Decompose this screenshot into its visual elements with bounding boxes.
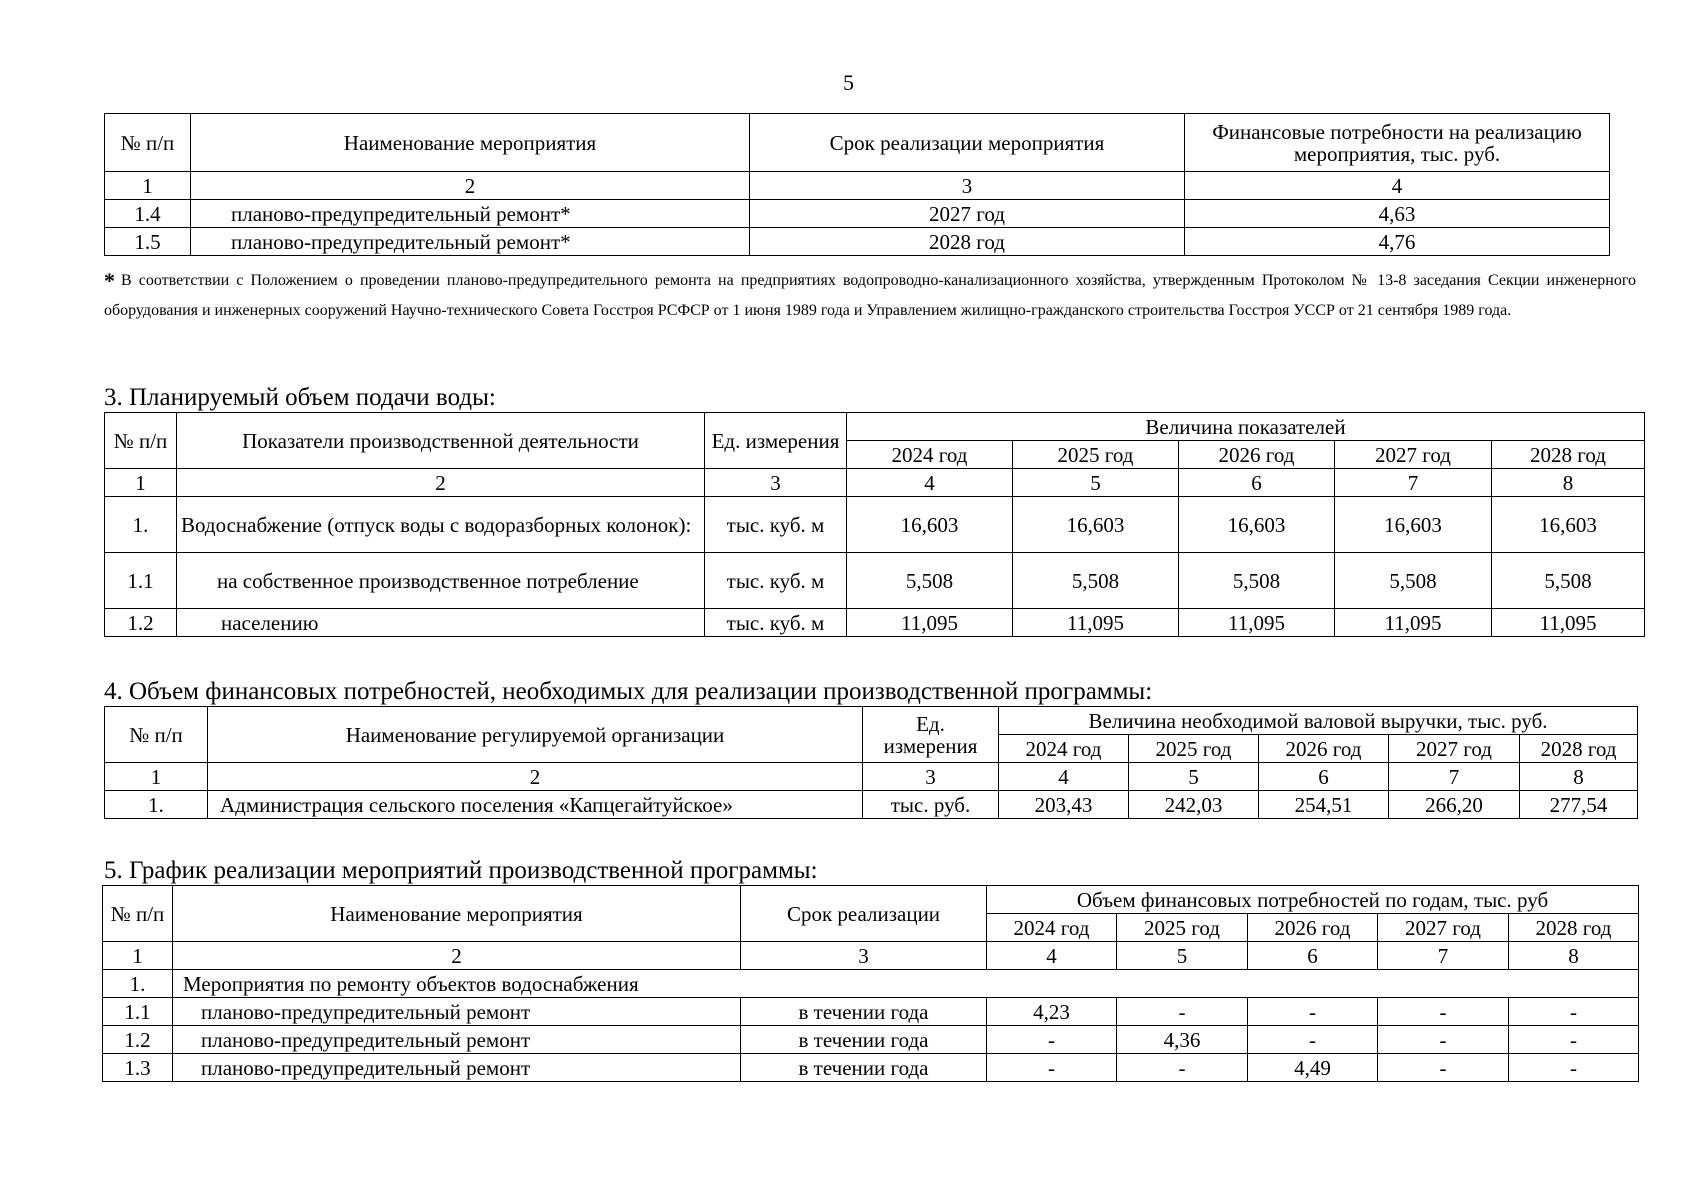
- row-value: -: [1378, 1054, 1509, 1082]
- header-values: Величина показателей: [847, 413, 1645, 441]
- row-name: Водоснабжение (отпуск воды с водоразборных колонок):: [177, 497, 705, 553]
- row-value: 5,508: [1335, 553, 1492, 609]
- row-value: -: [1509, 998, 1639, 1026]
- header-year: 2027 год: [1389, 735, 1520, 763]
- row-value: 11,095: [1179, 609, 1335, 637]
- row-value: -: [987, 1054, 1117, 1082]
- col-number: 7: [1389, 763, 1520, 791]
- row-value: -: [1378, 998, 1509, 1026]
- header-year: 2028 год: [1520, 735, 1638, 763]
- header-year: 2026 год: [1179, 441, 1335, 469]
- row-value: 16,603: [1179, 497, 1335, 553]
- section-5-title: 5. График реализации мероприятий производственной программы:: [104, 857, 818, 884]
- footnote-mark: *: [104, 268, 115, 293]
- row-value: 11,095: [847, 609, 1013, 637]
- row-name: планово-предупредительный ремонт: [173, 1054, 741, 1082]
- row-term: в течении года: [741, 1054, 987, 1082]
- table-row: [103, 1026, 1639, 1054]
- row-num: 1.1: [105, 553, 177, 609]
- col-number: 8: [1520, 763, 1638, 791]
- row-value: 4,23: [987, 998, 1117, 1026]
- activities-table-continued: [104, 113, 1610, 256]
- col-number: 4: [847, 469, 1013, 497]
- col-number: 2: [173, 942, 741, 970]
- header-year: 2028 год: [1509, 914, 1639, 942]
- table-group-row: [103, 970, 1639, 998]
- page-number: 5: [843, 70, 854, 95]
- table-row: [105, 200, 1610, 228]
- row-value: 4,36: [1117, 1026, 1248, 1054]
- row-name: планово-предупредительный ремонт: [173, 998, 741, 1026]
- row-value: -: [1248, 998, 1378, 1026]
- col-number: 8: [1492, 469, 1645, 497]
- col-number: 2: [208, 763, 863, 791]
- col-number: 3: [741, 942, 987, 970]
- header-unit: Ед. измерения: [705, 413, 847, 469]
- header-name: Наименование мероприятия: [173, 886, 741, 942]
- group-num: 1.: [103, 970, 173, 998]
- header-year: 2026 год: [1259, 735, 1389, 763]
- header-year: 2027 год: [1335, 441, 1492, 469]
- row-value: -: [1378, 1026, 1509, 1054]
- col-number: 1: [105, 172, 191, 200]
- row-value: 11,095: [1492, 609, 1645, 637]
- header-year: 2024 год: [847, 441, 1013, 469]
- header-year: 2025 год: [1117, 914, 1248, 942]
- row-name: на собственное производственное потребление: [177, 553, 705, 609]
- row-value: 5,508: [1013, 553, 1179, 609]
- row-value: -: [1117, 998, 1248, 1026]
- header-year: 2028 год: [1492, 441, 1645, 469]
- water-supply-table: [104, 412, 1645, 637]
- row-value: 4,49: [1248, 1054, 1378, 1082]
- row-num: 1.5: [105, 228, 191, 256]
- row-value: 254,51: [1259, 791, 1389, 819]
- col-number: 6: [1259, 763, 1389, 791]
- row-name: планово-предупредительный ремонт: [173, 1026, 741, 1054]
- col-number: 4: [999, 763, 1129, 791]
- col-number: 3: [705, 469, 847, 497]
- row-value: -: [1509, 1054, 1639, 1082]
- col-number: 6: [1248, 942, 1378, 970]
- row-finance: 4,63: [1185, 200, 1610, 228]
- row-name: планово-предупредительный ремонт*: [191, 228, 750, 256]
- col-number: 8: [1509, 942, 1639, 970]
- header-name: Показатели производственной деятельности: [177, 413, 705, 469]
- row-unit: тыс. куб. м: [705, 497, 847, 553]
- header-num: № п/п: [105, 707, 208, 763]
- header-year: 2026 год: [1248, 914, 1378, 942]
- row-value: 16,603: [1492, 497, 1645, 553]
- table-row: [105, 553, 1645, 609]
- finance-needs-table: [104, 706, 1638, 819]
- header-name: Наименование мероприятия: [191, 114, 750, 172]
- row-value: -: [987, 1026, 1117, 1054]
- header-finance: Финансовые потребности на реализацию мероприятия, тыс. руб.: [1185, 114, 1610, 172]
- col-number: 2: [177, 469, 705, 497]
- table-row: [103, 998, 1639, 1026]
- row-term: в течении года: [741, 998, 987, 1026]
- header-num: № п/п: [103, 886, 173, 942]
- row-value: 266,20: [1389, 791, 1520, 819]
- header-unit: Ед. измерения: [863, 707, 999, 763]
- header-year: 2027 год: [1378, 914, 1509, 942]
- header-num: № п/п: [105, 413, 177, 469]
- schedule-table: [102, 885, 1639, 1082]
- row-unit: тыс. куб. м: [705, 553, 847, 609]
- row-value: 203,43: [999, 791, 1129, 819]
- row-value: -: [1117, 1054, 1248, 1082]
- row-num: 1.2: [103, 1026, 173, 1054]
- row-value: 11,095: [1013, 609, 1179, 637]
- footnote-text: В соответствии с Положением о проведении планово-предупредительного ремонта на предприятиях водопроводно-канализационного хозяйства, утвержденным Протоколом № 13-8 заседания Секции инженерного оборудования и инженерных сооружений Научно-технического Совета Госстроя РСФСР от 1 июня 1989 года и Управлением жилищно-гражданского строительства Госстроя УССР от 21 сентября 1989 года.: [104, 272, 1636, 319]
- header-values: Величина необходимой валовой выручки, тыс. руб.: [999, 707, 1638, 735]
- row-unit: тыс. руб.: [863, 791, 999, 819]
- row-value: 16,603: [847, 497, 1013, 553]
- row-term: 2027 год: [750, 200, 1185, 228]
- col-number: 1: [103, 942, 173, 970]
- col-number: 4: [987, 942, 1117, 970]
- table-row: [105, 497, 1645, 553]
- header-year: 2025 год: [1129, 735, 1259, 763]
- col-number: 6: [1179, 469, 1335, 497]
- col-number: 7: [1378, 942, 1509, 970]
- row-term: 2028 год: [750, 228, 1185, 256]
- table-row: [105, 791, 1638, 819]
- row-value: 16,603: [1013, 497, 1179, 553]
- col-number: 7: [1335, 469, 1492, 497]
- col-number: 5: [1129, 763, 1259, 791]
- col-number: 5: [1117, 942, 1248, 970]
- table-row: [103, 1054, 1639, 1082]
- header-name: Наименование регулируемой организации: [208, 707, 863, 763]
- table-row: [105, 228, 1610, 256]
- table-row: [105, 609, 1645, 637]
- col-number: 1: [105, 763, 208, 791]
- row-value: 277,54: [1520, 791, 1638, 819]
- col-number: 2: [191, 172, 750, 200]
- row-num: 1.3: [103, 1054, 173, 1082]
- row-value: 5,508: [1179, 553, 1335, 609]
- row-term: в течении года: [741, 1026, 987, 1054]
- row-name: населению: [177, 609, 705, 637]
- row-num: 1.: [105, 791, 208, 819]
- header-values: Объем финансовых потребностей по годам, тыс. руб: [987, 886, 1639, 914]
- row-value: 5,508: [847, 553, 1013, 609]
- section-4-title: 4. Объем финансовых потребностей, необходимых для реализации производственной программы:: [104, 678, 1153, 705]
- col-number: 5: [1013, 469, 1179, 497]
- row-name: планово-предупредительный ремонт*: [191, 200, 750, 228]
- row-value: 11,095: [1335, 609, 1492, 637]
- header-year: 2025 год: [1013, 441, 1179, 469]
- col-number: 3: [863, 763, 999, 791]
- row-unit: тыс. куб. м: [705, 609, 847, 637]
- header-num: № п/п: [105, 114, 191, 172]
- header-term: Срок реализации: [741, 886, 987, 942]
- row-num: 1.1: [103, 998, 173, 1026]
- row-num: 1.2: [105, 609, 177, 637]
- group-name: Мероприятия по ремонту объектов водоснабжения: [173, 970, 1639, 998]
- section-3-title: 3. Планируемый объем подачи воды:: [104, 384, 496, 411]
- row-value: -: [1509, 1026, 1639, 1054]
- row-value: -: [1248, 1026, 1378, 1054]
- header-term: Срок реализации мероприятия: [750, 114, 1185, 172]
- row-value: 16,603: [1335, 497, 1492, 553]
- header-year: 2024 год: [999, 735, 1129, 763]
- row-finance: 4,76: [1185, 228, 1610, 256]
- footnote: [104, 266, 1636, 326]
- col-number: 1: [105, 469, 177, 497]
- row-value: 242,03: [1129, 791, 1259, 819]
- row-name: Администрация сельского поселения «Капцегайтуйское»: [208, 791, 863, 819]
- col-number: 4: [1185, 172, 1610, 200]
- header-year: 2024 год: [987, 914, 1117, 942]
- row-num: 1.: [105, 497, 177, 553]
- row-value: 5,508: [1492, 553, 1645, 609]
- col-number: 3: [750, 172, 1185, 200]
- row-num: 1.4: [105, 200, 191, 228]
